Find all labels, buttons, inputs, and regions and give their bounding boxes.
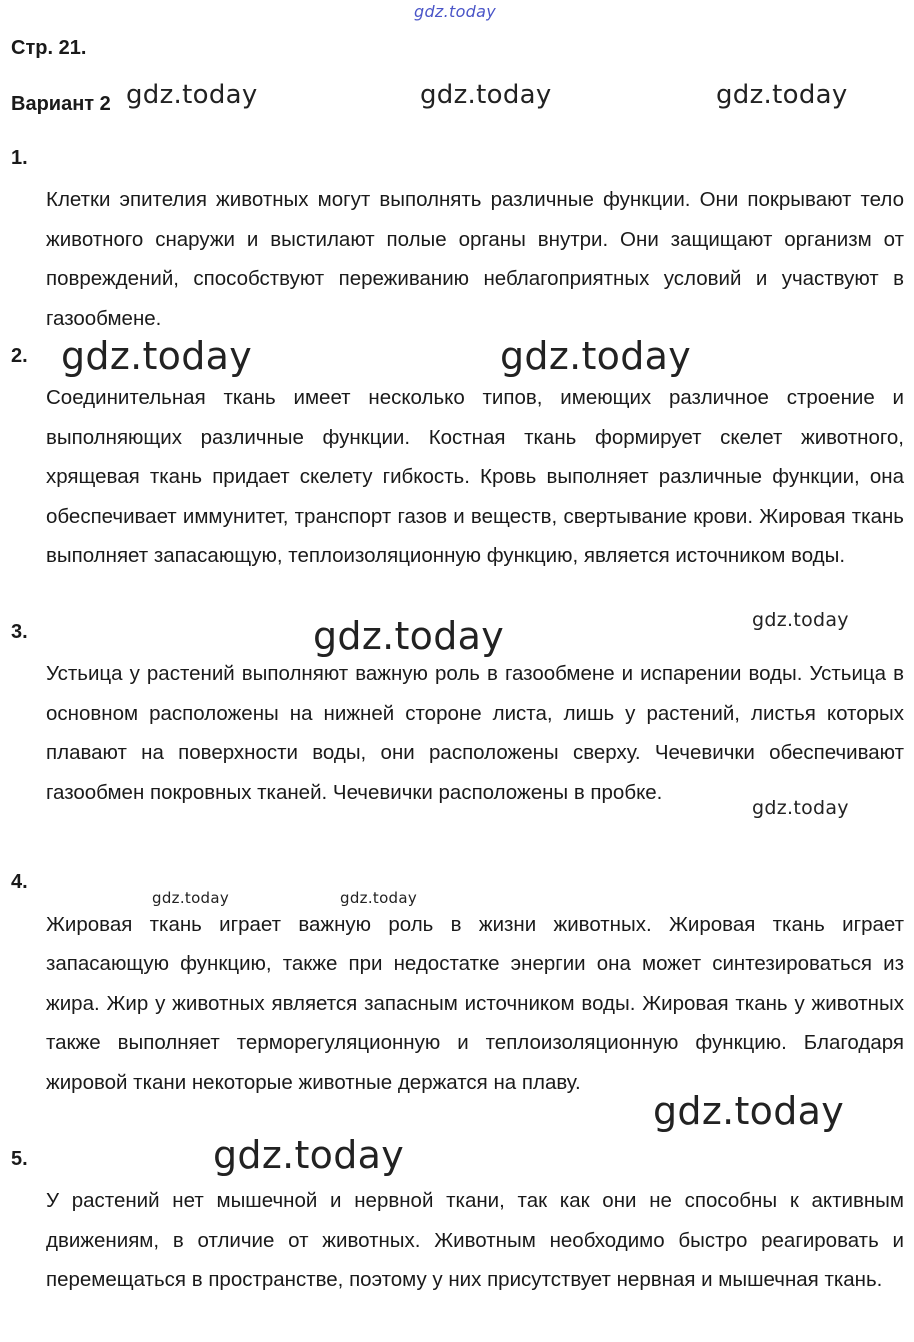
task-number: 1. <box>11 147 28 169</box>
task-answer: Жировая ткань играет важную роль в жизни животных. Жировая ткань играет запасающую функцию, также при недостатке энергии она может синтезироваться из жира. Жир у животных является запасным источником воды. Жировая ткань у животных также выполняет терморегуляционную и теплоизоляционную функцию. Благодаря жировой ткани некоторые животные держатся на плаву. <box>46 913 904 1094</box>
watermark: gdz.today <box>420 80 552 110</box>
task-number: 5. <box>11 1148 28 1170</box>
watermark: gdz.today <box>716 80 848 110</box>
task-answer: Клетки эпителия животных могут выполнять различные функции. Они покрывают тело животного снаружи и выстилают полые органы внутри. Они защищают организм от повреждений, способствуют переживанию неблагоприятных условий и участвуют в газообмене. <box>46 188 904 330</box>
variant-title: Вариант 2 <box>11 93 111 115</box>
task-answer: Соединительная ткань имеет несколько типов, имеющих различное строение и выполняющих различные функции. Костная ткань формирует скелет животного, хрящевая ткань придает скелету гибкость. Кровь выполняет различные функции, она обеспечивает иммунитет, транспорт газов и веществ, свертывание крови. Жировая ткань выполняет запасающую, теплоизоляционную функцию, является источником воды. <box>46 386 904 568</box>
watermark: gdz.today <box>340 889 418 907</box>
watermark: gdz.today <box>653 1089 845 1133</box>
watermark: gdz.today <box>213 1133 405 1177</box>
task-number: 2. <box>11 345 28 367</box>
top-watermark: gdz.today <box>414 2 496 21</box>
task-number: 3. <box>11 621 28 643</box>
watermark: gdz.today <box>313 614 505 658</box>
watermark: gdz.today <box>752 797 849 819</box>
page-title: Стр. 21. <box>11 37 87 59</box>
watermark: gdz.today <box>500 334 692 378</box>
watermark: gdz.today <box>126 80 258 110</box>
task-number: 4. <box>11 871 28 893</box>
watermark: gdz.today <box>61 334 253 378</box>
task-answer: Устьица у растений выполняют важную роль в газообмене и испарении воды. Устьица в основном расположены на нижней стороне листа, лишь у растений, листья которых плавают на поверхности воды, они расположены сверху. Чечевички обеспечивают газообмен покровных тканей. Чечевички расположены в пробке. <box>46 662 904 804</box>
watermark: gdz.today <box>152 889 230 907</box>
watermark: gdz.today <box>752 609 849 631</box>
task-answer: У растений нет мышечной и нервной ткани, так как они не способны к активным движениям, в отличие от животных. Животным необходимо быстро реагировать и перемещаться в пространстве, поэтому у них присутствует нервная и мышечная ткань. <box>46 1189 904 1292</box>
